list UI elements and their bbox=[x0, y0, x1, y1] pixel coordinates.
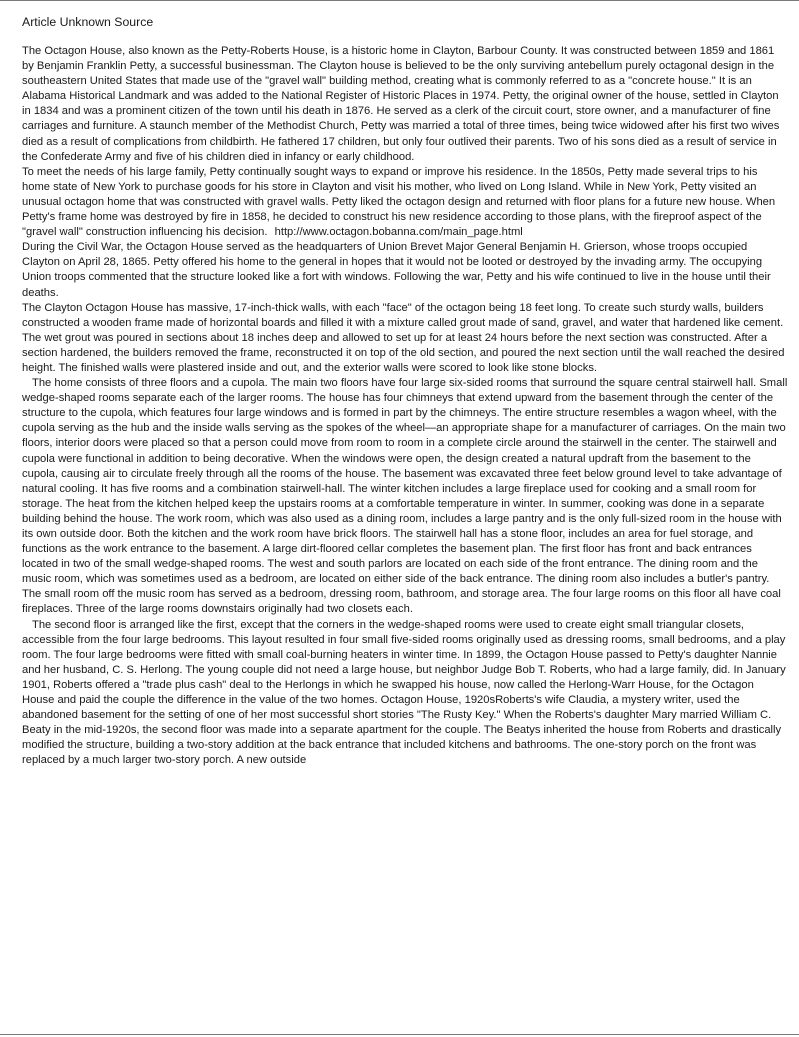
document-title: Article Unknown Source bbox=[22, 15, 154, 29]
paragraph-history: The Octagon House, also known as the Petty-Roberts House, is a historic home in Clayton, Barbour County. It was constructed between 1859 and 1861 by Benjamin Franklin Petty, a successful businessman. The Clayton house is believed to be the only surviving antebellum purely octagonal design in the southeastern United States that made use of the "gravel wall" building method, creating what is commonly referred to as a "concrete house." It is an Alabama Historical Landmark and was added to the National Register of Historic Places in 1974. Petty, the original owner of the house, settled in Clayton in 1834 and was a prominent citizen of the town until his death in 1876. He served as a clerk of the circuit court, store owner, and a manufacturer of fine carriages and furniture. A staunch member of the Methodist Church, Petty was married a total of three times, being twice widowed after his first two wives died as a result of complications from childbirth. He fathered 17 children, but only four outlived their parents. Two of his sons died as a result of service in the Confederate Army and five of his children died in infancy or early childhood. bbox=[22, 45, 780, 163]
paragraph-construction-origin-text: To meet the needs of his large family, Petty continually sought ways to expand or improve his residence. In the 1850s, Petty made several trips to his home state of New York to purchase goods for his store in Clayton and visit his mother, who lived on Long Island. While in New York, Petty visited an unusual octagon home that was constructed with gravel walls. Petty liked the octagon design and returned with floor plans for a future new house. When Petty's frame home was destroyed by fire in 1858, he decided to construct his new residence according to those plans, with the fireproof aspect of the "gravel wall" construction influencing his decision. bbox=[22, 165, 776, 239]
bottom-border-line bbox=[0, 1034, 799, 1035]
source-url-text: http://www.octagon.bobanna.com/main_page.html bbox=[274, 226, 523, 239]
paragraph-construction-origin bbox=[22, 165, 788, 240]
document-body bbox=[22, 44, 788, 769]
document-page bbox=[22, 14, 788, 769]
top-border-line bbox=[0, 0, 799, 1]
paragraph-second-floor: The second floor is arranged like the first, except that the corners in the wedge-shaped rooms were used to create eight small triangular closets, accessible from the four large bedrooms. This layout resulted in four small five-sided rooms originally used as dressing rooms, small bedrooms, and a play room. The four large bedrooms were fitted with small coal-burning heaters in winter time. In 1899, the Octagon House passed to Petty's daughter Nannie and her husband, C. S. Herlong. The young couple did not need a large house, but neighbor Judge Bob T. Roberts, who had a large family, did. In January 1901, Roberts offered a "trade plus cash" deal to the Herlongs in which he swapped his house, now called the Herlong-Warr House, for the Octagon House and paid the couple the difference in the value of the two homes. Octagon House, 1920sRoberts's wife Claudia, a mystery writer, used the abandoned basement for the setting of one of her most successful short stories "The Rusty Key." When the Roberts's daughter Mary married William C. Beaty in the mid-1920s, the second floor was made into a separate apartment for the couple. The Beatys inherited the house from Roberts and drastically modified the structure, building a two-story addition at the back entrance that included kitchens and bathrooms. The one-story porch on the front was replaced by a much larger two-story porch. A new outside bbox=[22, 618, 786, 767]
paragraph-civil-war: During the Civil War, the Octagon House served as the headquarters of Union Brevet Major General Benjamin H. Grierson, whose troops occupied Clayton on April 28, 1865. Petty offered his home to the general in hopes that it would not be looted or destroyed by the invading army. The occupying Union troops commented that the structure looked like a fort with windows. Following the war, Petty and his wife continued to live in the house until their deaths. bbox=[22, 241, 771, 299]
paragraph-walls: The Clayton Octagon House has massive, 17-inch-thick walls, with each "face" of the octagon being 18 feet long. To create such sturdy walls, builders constructed a wooden frame made of horizontal boards and filled it with a mixture called grout made of sand, gravel, and water that hardened like cement. The wet grout was poured in sections about 18 inches deep and allowed to set up for at least 24 hours before the next section was constructed. After a section hardened, the builders removed the frame, reconstructed it on top of the old section, and poured the next section until the wall reached the desired height. The finished walls were plastered inside and out, and the exterior walls were scored to look like stone blocks. bbox=[22, 301, 785, 374]
paragraph-floor-plan: The home consists of three floors and a cupola. The main two floors have four large six-sided rooms that surround the square central stairwell hall. Small wedge-shaped rooms separate each of the larger rooms. The house has four chimneys that extend upward from the basement through the center of the structure to the cupola, which features four large windows and is formed in part by the chimneys. The entire structure resembles a wagon wheel, with the cupola serving as the hub and the inside walls serving as the spokes of the wheel—an appropriate shape for a manufacturer of carriages. On the main two floors, interior doors were placed so that a person could move from room to room in a complete circle around the stairwell in the center. The stairwell and cupola were functional in addition to being decorative. When the windows were open, the design created a natural updraft from the basement to the cupola, causing air to circulate freely through all the rooms of the house. The basement was excavated three feet below ground level to take advantage of natural cooling. It has five rooms and a combination stairwell-hall. The winter kitchen includes a large fireplace used for cooking and a small room for storage. The heat from the kitchen helped keep the upstairs rooms at a comfortable temperature in winter. In summer, cooking was done in a separate building behind the house. The work room, which was also used as a dining room, includes a large pantry and is the only full-sized room in the house with its own outside door. Both the kitchen and the work room have brick floors. The stairwell hall has a stone floor, includes an area for fuel storage, and functions as the work entrance to the basement. A large dirt-floored cellar completes the basement plan. The first floor has front and back entrances located in two of the small wedge-shaped rooms. The west and south parlors are located on each side of the front entrance. The dining room and the music room, which was sometimes used as a bedroom, are located on either side of the back entrance. The dining room also includes a butler's pantry. The small room off the music room has served as a bedroom, dressing room, bathroom, and storage area. The four large rooms on this floor all have coal fireplaces. Three of the large rooms downstairs originally had two closets each. bbox=[22, 377, 788, 616]
